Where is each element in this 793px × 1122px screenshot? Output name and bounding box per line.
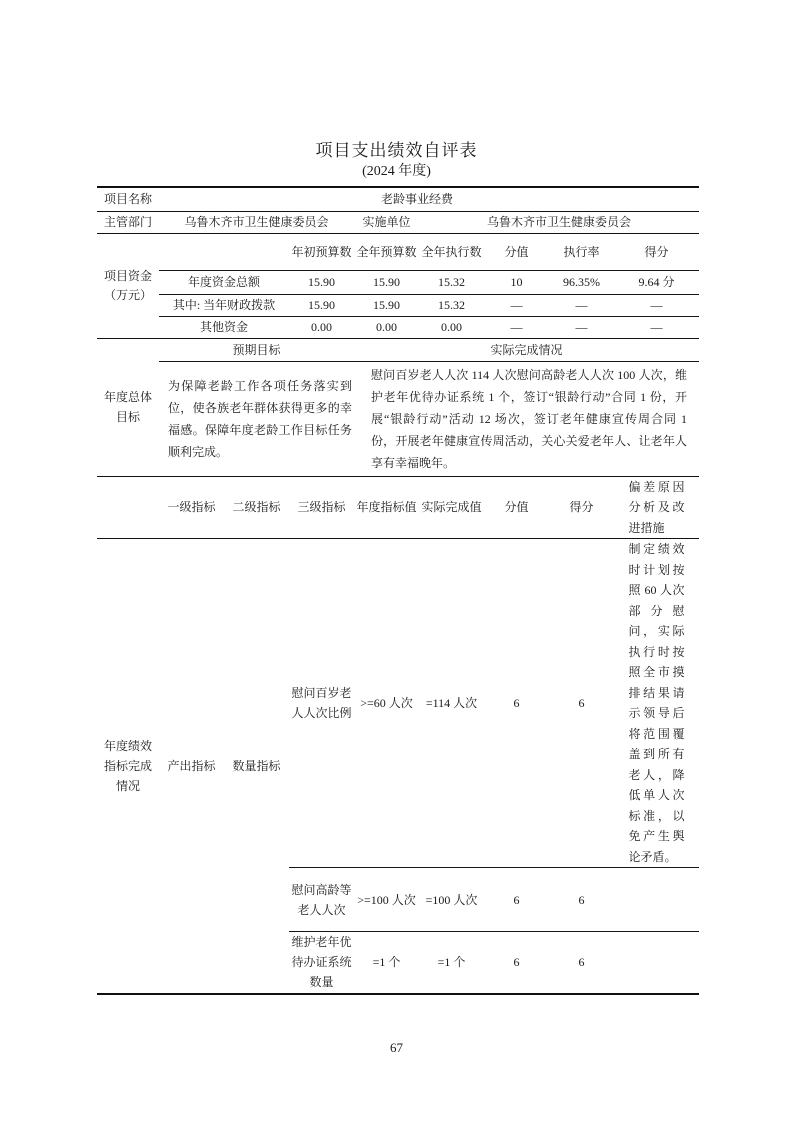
indicators-header-level3: 三级指标 xyxy=(289,476,354,539)
indicators-header-deviation xyxy=(614,476,699,539)
indicator-1-target: >=60 人次 xyxy=(354,539,419,868)
funding-header-execution-rate: 执行率 xyxy=(549,233,614,270)
indicator-2-name: 慰问高龄等老人人次 xyxy=(289,868,354,932)
funding-total-label: 年度资金总额 xyxy=(159,270,289,294)
funding-header-year-execution: 全年执行数 xyxy=(419,233,484,270)
funding-total-score-total: 10 xyxy=(484,270,549,294)
indicator-3-name: 维护老年优待办证系统数量 xyxy=(291,935,352,990)
indicator-1-deviation xyxy=(614,539,699,868)
funding-header-spacer xyxy=(159,233,289,270)
indicators-header-deviation-text: 偏差原因分析及改进措施 xyxy=(628,479,685,535)
page-number: 67 xyxy=(390,1040,403,1055)
indicators-header-score: 得分 xyxy=(549,476,614,539)
indicator-2-deviation xyxy=(614,868,699,932)
indicator-1-score-total: 6 xyxy=(484,539,549,868)
funding-other-score: — xyxy=(614,316,699,338)
indicators-header-level1: 一级指标 xyxy=(159,476,224,539)
impl-label: 实施单位 xyxy=(354,211,419,233)
project-name-value: 老龄事业经费 xyxy=(159,187,699,211)
funding-total-execution: 15.32 xyxy=(419,270,484,294)
funding-fiscal-score: — xyxy=(614,294,699,316)
row-funding-total xyxy=(97,270,699,294)
indicators-header-target: 年度指标值 xyxy=(354,476,419,539)
row-goal-header xyxy=(97,338,699,361)
indicator-3-target: =1 个 xyxy=(372,955,401,970)
funding-other-label: 其他资金 xyxy=(159,316,289,338)
funding-total-budget: 15.90 xyxy=(354,270,419,294)
funding-fiscal-label: 其中: 当年财政拨款 xyxy=(159,294,289,316)
funding-fiscal-score-total: — xyxy=(484,294,549,316)
goal-group-label: 年度总体目标 xyxy=(97,338,159,476)
funding-other-budget: 0.00 xyxy=(354,316,419,338)
indicator-3-score: 6 xyxy=(578,955,585,970)
indicator-2-score-total: 6 xyxy=(484,868,549,932)
indicator-3-actual: =1 个 xyxy=(437,955,466,970)
funding-header-score-total: 分值 xyxy=(484,233,549,270)
indicator-2-score: 6 xyxy=(549,868,614,932)
funding-other-score-total: — xyxy=(484,316,549,338)
indicator-1-score: 6 xyxy=(549,539,614,868)
document-title: 项目支出绩效自评表 xyxy=(315,141,478,160)
funding-other-initial: 0.00 xyxy=(289,316,354,338)
indicator-3-score-total: 6 xyxy=(513,955,520,970)
self-evaluation-table xyxy=(97,186,699,995)
dept-value: 乌鲁木齐市卫生健康委员会 xyxy=(159,211,354,233)
indicator-level2-value: 数量指标 xyxy=(232,758,281,773)
indicators-header-score-total: 分值 xyxy=(484,476,549,539)
goal-expected-text: 为保障老龄工作各项任务落实到位，使各族老年群体获得更多的幸福感。保障年度老龄工作目标任务顺利完成。 xyxy=(159,361,354,476)
funding-fiscal-initial: 15.90 xyxy=(289,294,354,316)
title-block xyxy=(0,0,793,182)
funding-total-score: 9.64 分 xyxy=(614,270,699,294)
impl-value: 乌鲁木齐市卫生健康委员会 xyxy=(419,211,699,233)
funding-header-score: 得分 xyxy=(614,233,699,270)
funding-group-label-line2: （万元） xyxy=(103,287,152,302)
indicator-1-actual: =114 人次 xyxy=(419,539,484,868)
funding-fiscal-rate: — xyxy=(549,294,614,316)
indicator-2-actual: =100 人次 xyxy=(419,868,484,932)
row-project-name xyxy=(97,187,699,211)
funding-fiscal-budget: 15.90 xyxy=(354,294,419,316)
project-name-label: 项目名称 xyxy=(97,187,159,211)
row-indicators-header xyxy=(97,476,699,539)
funding-group-label xyxy=(97,233,159,338)
dept-label: 主管部门 xyxy=(97,211,159,233)
indicator-1-deviation-text: 制定绩效时计划按照 60 人次部分慰问，实际执行时按照全市摸排结果请示领导后将范围覆盖到所有老人，降低单人次标准，以免产生舆论矛盾。 xyxy=(628,542,685,864)
row-funding-header xyxy=(97,233,699,270)
goal-expected-header: 预期目标 xyxy=(159,338,354,361)
funding-other-rate: — xyxy=(549,316,614,338)
indicators-header-spacer xyxy=(97,476,159,539)
indicator-2-target: >=100 人次 xyxy=(354,868,419,932)
indicators-header-actual: 实际完成值 xyxy=(419,476,484,539)
funding-other-execution: 0.00 xyxy=(419,316,484,338)
row-funding-other xyxy=(97,316,699,338)
row-goal-content xyxy=(97,361,699,476)
indicator-row-1 xyxy=(97,539,699,868)
funding-fiscal-execution: 15.32 xyxy=(419,294,484,316)
funding-header-initial-budget: 年初预算数 xyxy=(289,233,354,270)
funding-total-initial: 15.90 xyxy=(289,270,354,294)
goal-actual-header: 实际完成情况 xyxy=(354,338,699,361)
document-subtitle: (2024 年度) xyxy=(362,164,431,179)
funding-group-label-line1: 项目资金 xyxy=(103,268,152,283)
indicators-header-level2: 二级指标 xyxy=(224,476,289,539)
row-departments xyxy=(97,211,699,233)
funding-total-rate: 96.35% xyxy=(549,270,614,294)
indicators-group-label: 年度绩效指标完成情况 xyxy=(103,738,152,793)
row-funding-fiscal xyxy=(97,294,699,316)
indicator-1-name: 慰问百岁老人人次比例 xyxy=(289,539,354,868)
funding-header-year-budget: 全年预算数 xyxy=(354,233,419,270)
indicator-3-deviation xyxy=(614,932,699,994)
indicator-level1-value: 产出指标 xyxy=(167,758,216,773)
goal-actual-text: 慰问百岁老人人次 114 人次慰问高龄老人人次 100 人次，维护老年优待办证系统 1 个，签订“银龄行动”合同 1 份，开展“银龄行动”活动 12 场次，签订老年健康宣传周合同 1 份，开展老年健康宣传周活动，关心关爱老年人、让老年人享有幸福晚年。 xyxy=(354,361,699,476)
